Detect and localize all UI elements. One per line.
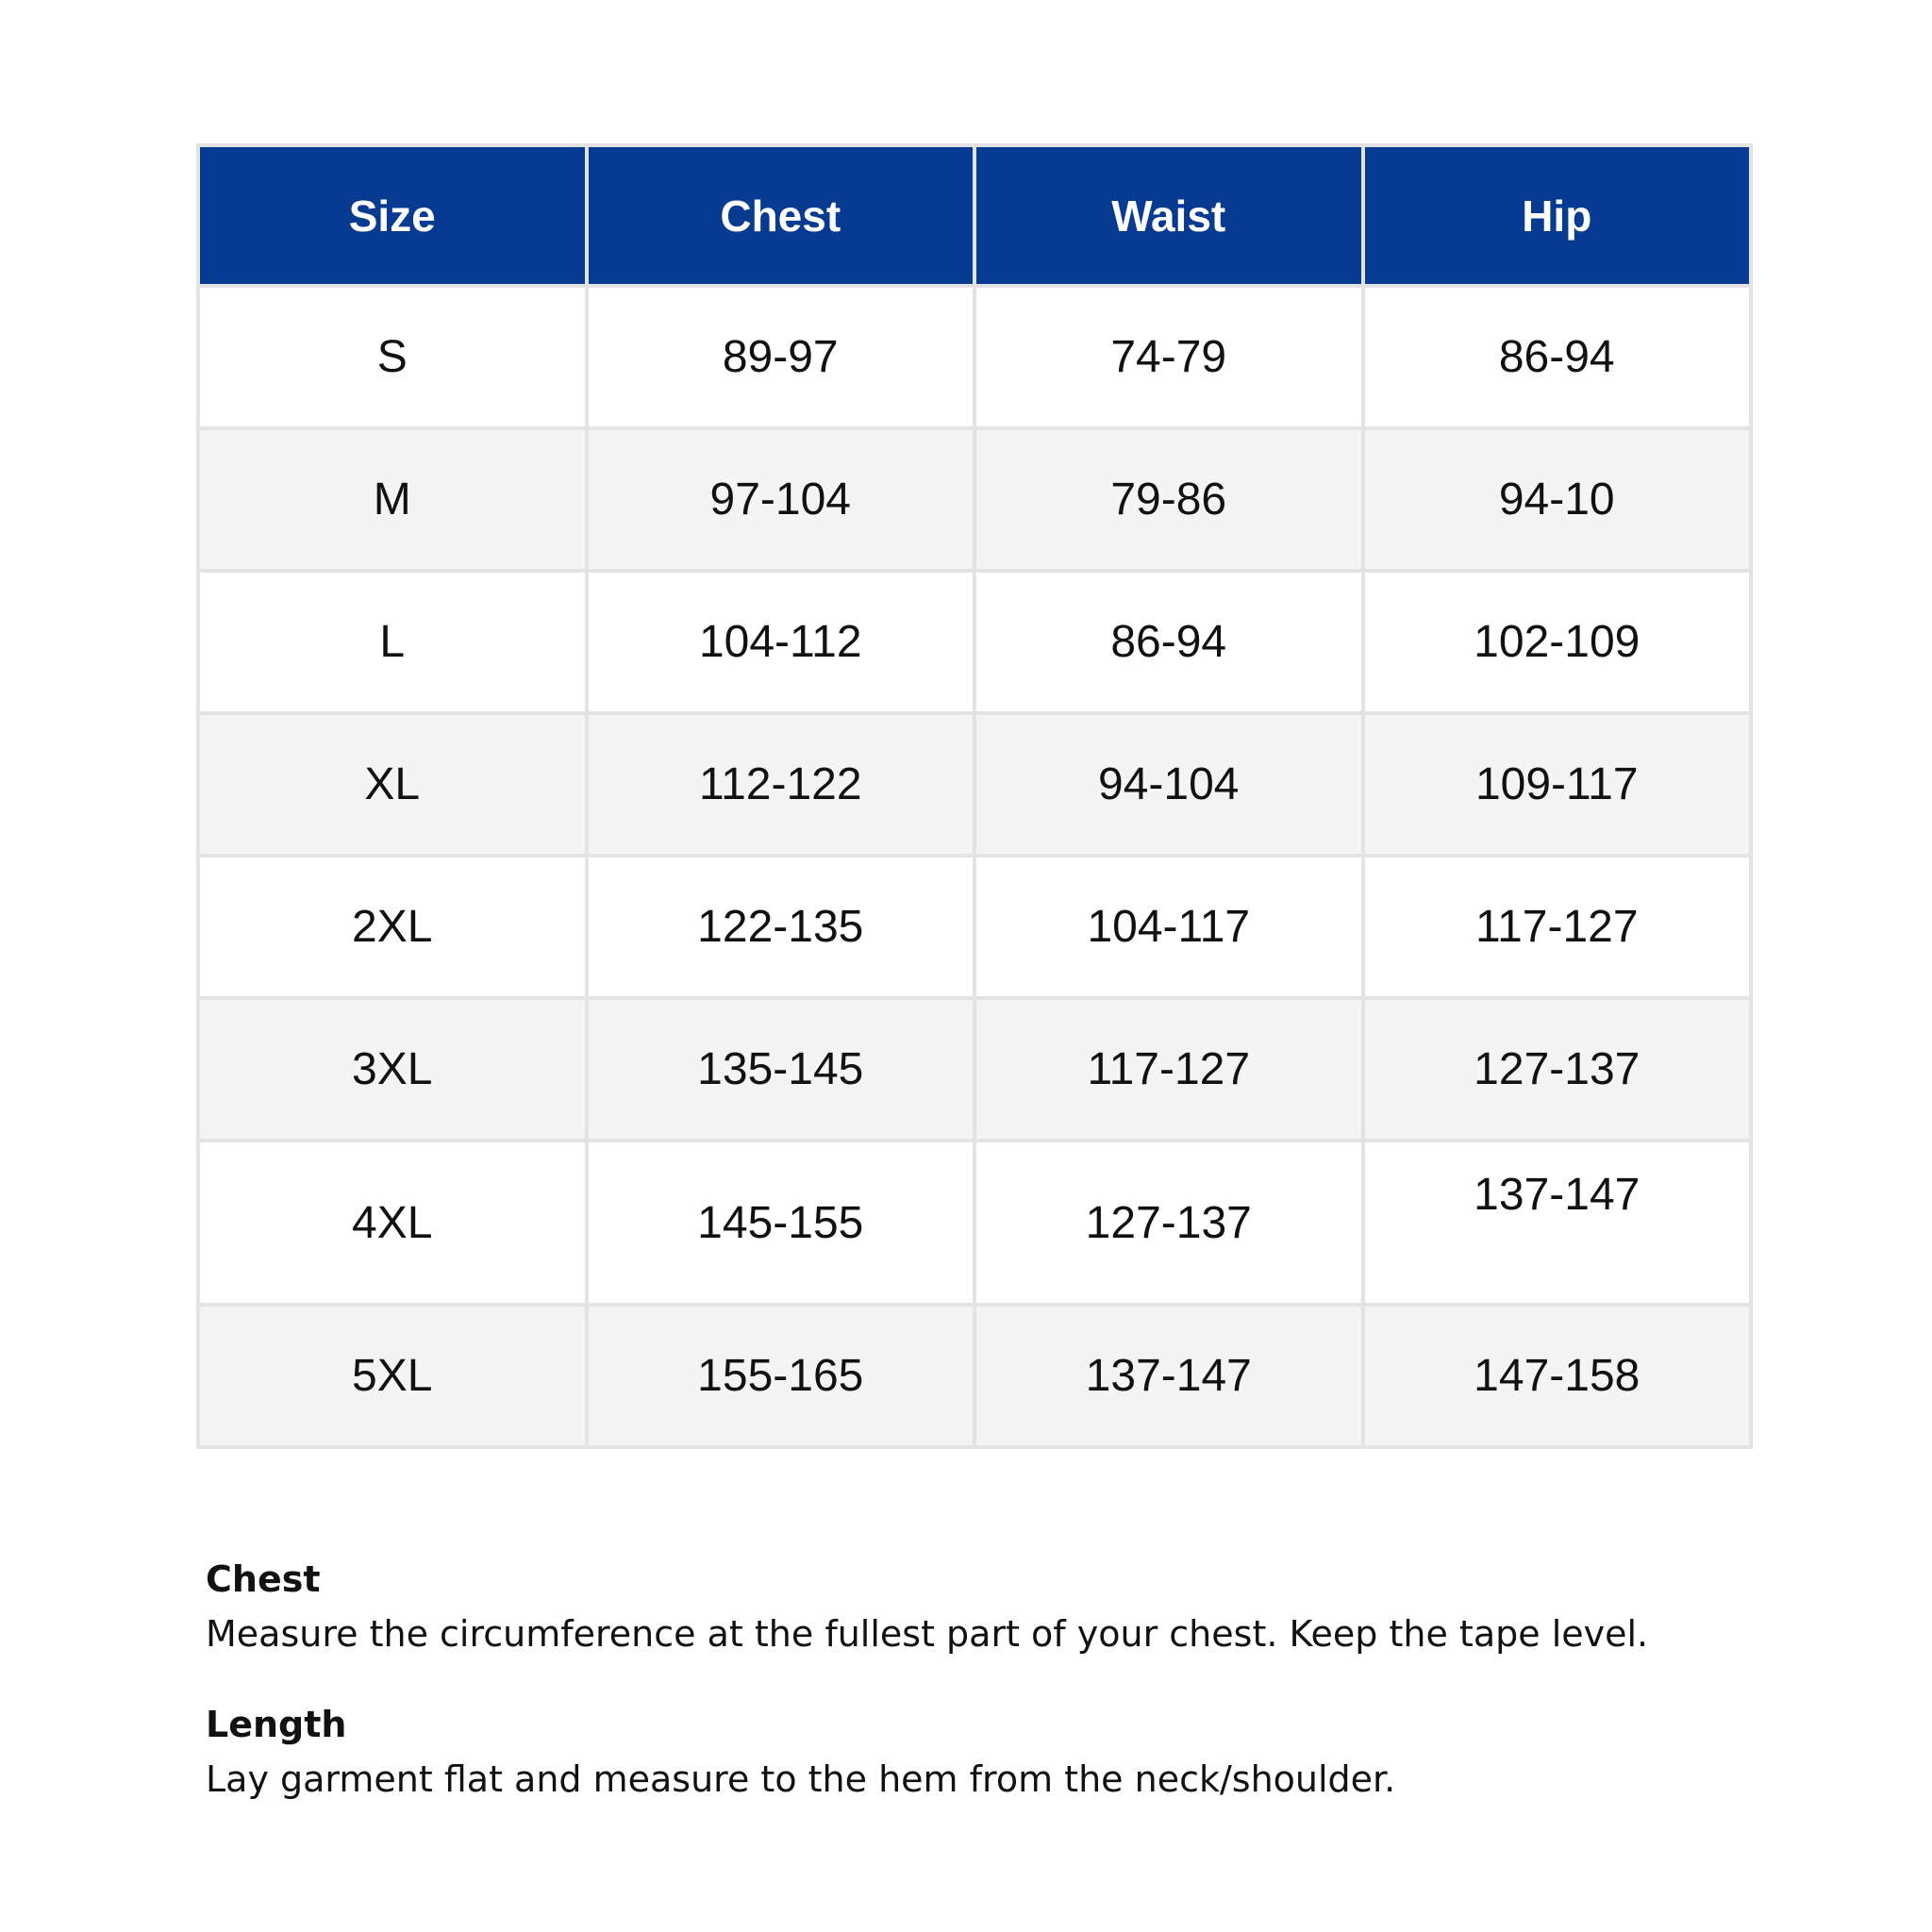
table-header-row — [200, 147, 1749, 284]
cell-hip: 127-137 — [1365, 1000, 1750, 1139]
cell-size: XL — [200, 715, 585, 854]
note-text: Lay garment flat and measure to the hem from the neck/shoulder. — [206, 1758, 1396, 1800]
table-row — [200, 1142, 1749, 1303]
table-row — [200, 1000, 1749, 1139]
table-row — [200, 430, 1749, 569]
size-chart-table — [196, 143, 1753, 1449]
cell-hip: 147-158 — [1365, 1307, 1750, 1445]
cell-hip: 94-10 — [1365, 430, 1750, 569]
cell-hip: 117-127 — [1365, 858, 1750, 996]
cell-size: L — [200, 573, 585, 711]
note-title: Length — [206, 1704, 347, 1745]
cell-chest: 122-135 — [589, 858, 974, 996]
cell-chest: 97-104 — [589, 430, 974, 569]
cell-size: M — [200, 430, 585, 569]
cell-chest: 104-112 — [589, 573, 974, 711]
note-chest — [206, 1552, 1809, 1661]
note-text: Measure the circumference at the fullest part of your chest. Keep the tape level. — [206, 1613, 1649, 1655]
cell-size: 4XL — [200, 1142, 585, 1303]
cell-hip: 137-147 — [1365, 1142, 1750, 1303]
cell-size: 5XL — [200, 1307, 585, 1445]
cell-size: 2XL — [200, 858, 585, 996]
cell-waist: 86-94 — [976, 573, 1361, 711]
cell-chest: 135-145 — [589, 1000, 974, 1139]
header-size: Size — [200, 147, 585, 284]
cell-waist: 117-127 — [976, 1000, 1361, 1139]
cell-chest: 145-155 — [589, 1142, 974, 1303]
note-length — [206, 1697, 1809, 1807]
header-hip: Hip — [1365, 147, 1750, 284]
cell-hip: 86-94 — [1365, 288, 1750, 426]
measurement-notes — [206, 1552, 1809, 1842]
cell-size: 3XL — [200, 1000, 585, 1139]
cell-waist: 137-147 — [976, 1307, 1361, 1445]
cell-hip: 102-109 — [1365, 573, 1750, 711]
table-row — [200, 573, 1749, 711]
cell-chest: 112-122 — [589, 715, 974, 854]
table-row — [200, 858, 1749, 996]
header-waist: Waist — [976, 147, 1361, 284]
table-row — [200, 715, 1749, 854]
cell-waist: 79-86 — [976, 430, 1361, 569]
note-title: Chest — [206, 1558, 321, 1600]
cell-waist: 94-104 — [976, 715, 1361, 854]
cell-size: S — [200, 288, 585, 426]
cell-chest: 89-97 — [589, 288, 974, 426]
cell-hip: 109-117 — [1365, 715, 1750, 854]
cell-chest: 155-165 — [589, 1307, 974, 1445]
header-chest: Chest — [589, 147, 974, 284]
cell-waist: 104-117 — [976, 858, 1361, 996]
table-row — [200, 288, 1749, 426]
table-row — [200, 1307, 1749, 1445]
cell-waist: 74-79 — [976, 288, 1361, 426]
cell-waist: 127-137 — [976, 1142, 1361, 1303]
